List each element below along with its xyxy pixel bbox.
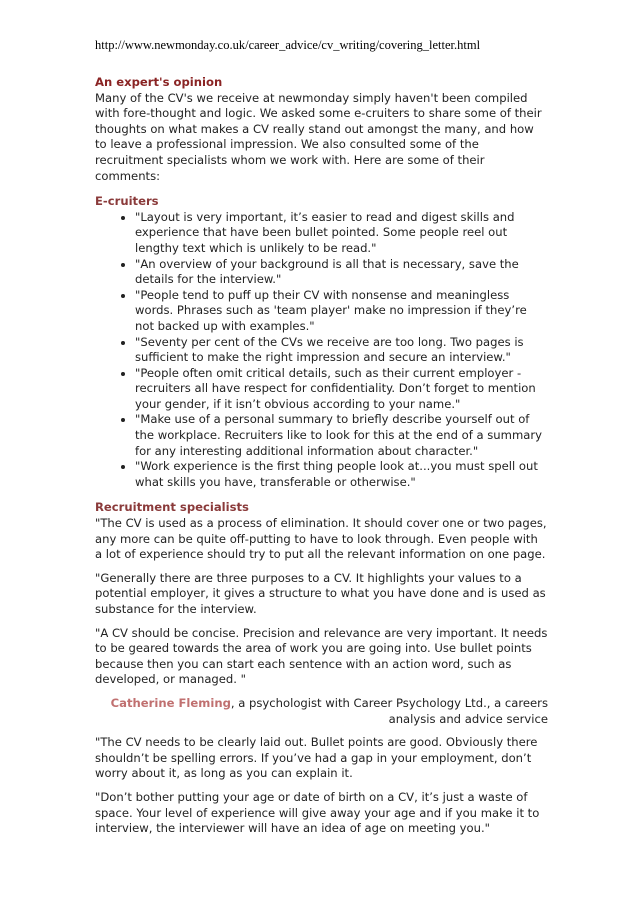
ecruiters-heading: E-cruiters xyxy=(95,194,159,209)
article-body xyxy=(95,75,548,837)
list-item: • "People often omit critical details, such as their current employer - recruiters all have respect for confidentiality. Don’t forget to mention your gender, if it isn’t obvious according to your name." xyxy=(135,366,548,413)
attribution-role: , a psychologist with Career Psychology Ltd., a careers analysis and advice service xyxy=(230,695,548,726)
specialist-quote: "The CV is used as a process of elimination. It should cover one or two pages, any more can be quite off-putting to have to look through. Even people with a lot of experience should try to put all the relevant information on one page. xyxy=(95,516,547,562)
page-url: http://www.newmonday.co.uk/career_advice/cv_writing/covering_letter.html xyxy=(95,38,481,52)
list-item: • "Seventy per cent of the CVs we receive are too long. Two pages is sufficient to make the right impression and secure an interview." xyxy=(135,335,548,366)
expert-heading: An expert's opinion xyxy=(95,75,223,89)
specialists-heading: Recruitment specialists xyxy=(95,500,249,515)
ecruiters-list xyxy=(95,210,548,491)
specialist-quote: "A CV should be concise. Precision and relevance are very important. It needs to be geared towards the area of work you are going into. Use bullet points because then you can start each sentence with an action word, such as developed, or managed. " xyxy=(95,625,548,687)
list-item: • "Layout is very important, it’s easier to read and digest skills and experience that have been bullet pointed. Some people reel out lengthy text which is unlikely to be read." xyxy=(135,210,548,257)
list-item: • "An overview of your background is all that is necessary, save the details for the interview." xyxy=(135,257,548,288)
specialist-quote: "Generally there are three purposes to a CV. It highlights your values to a potential employer, it gives a structure to what you have done and is used as substance for the interview. xyxy=(95,570,546,616)
specialist-quote: "Don’t bother putting your age or date of birth on a CV, it’s just a waste of space. Your level of experience will give away your age and if you make it to interview, the interviewer will have an idea of age on meeting you." xyxy=(95,789,540,836)
quote-attribution xyxy=(95,696,548,727)
list-item: • "Make use of a personal summary to briefly describe yourself out of the workplace. Recruiters like to look for this at the end of a summary for any interesting additional information about character." xyxy=(135,412,548,459)
list-item: • "People tend to puff up their CV with nonsense and meaningless words. Phrases such as 'team player' make no impression if they’re not backed up with examples." xyxy=(135,288,548,335)
attribution-name: Catherine Fleming xyxy=(110,695,231,710)
specialist-quote: "The CV needs to be clearly laid out. Bullet points are good. Obviously there shouldn’t be spelling errors. If you’ve had a gap in your employment, don’t worry about it, as long as you can explain it. xyxy=(95,735,538,781)
intro-paragraph: Many of the CV's we receive at newmonday simply haven't been compiled with fore-thought and logic. We asked some e-cruiters to share some of their thoughts on what makes a CV really stand out amongst the many, and how to leave a professional impression. We also consulted some of the recruitment specialists whom we work with. Here are some of their comments: xyxy=(95,90,542,183)
list-item: • "Work experience is the first thing people look at...you must spell out what skills you have, transferable or otherwise." xyxy=(135,459,548,490)
